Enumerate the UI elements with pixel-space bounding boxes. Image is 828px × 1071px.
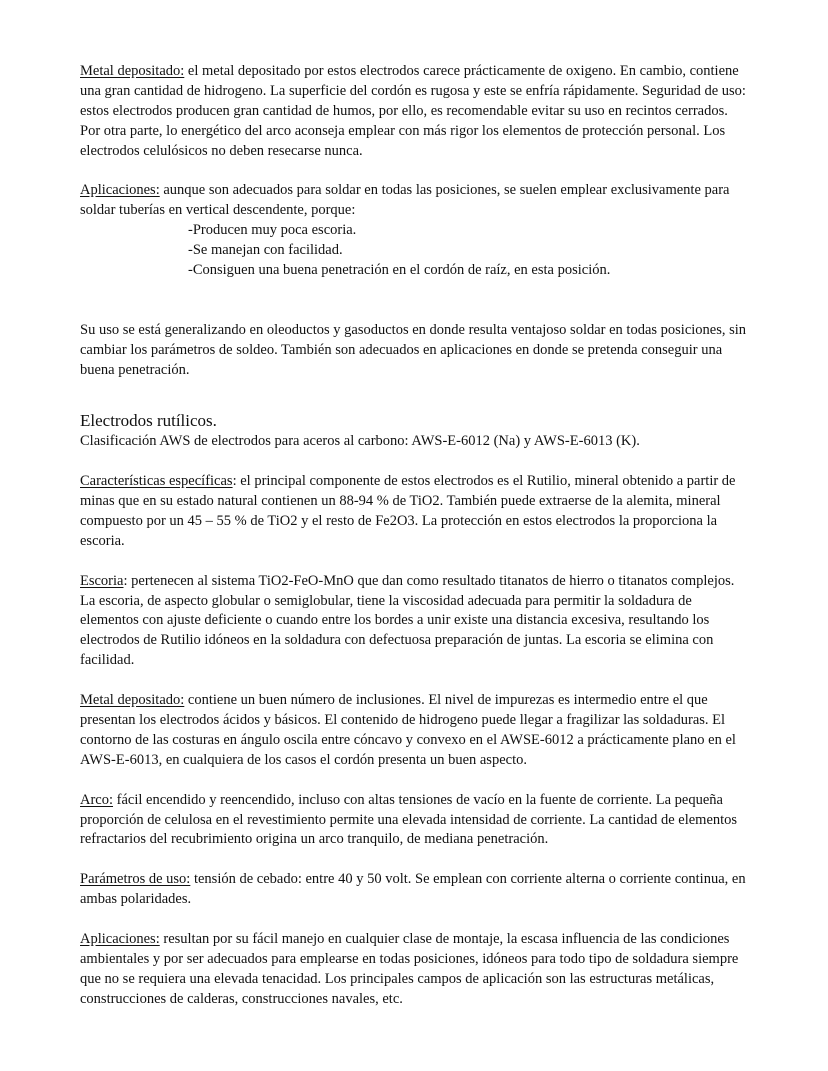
- paragraph-aplicaciones-1: [80, 181, 748, 221]
- paragraph-text: contiene un buen número de inclusiones. El nivel de impurezas es intermedio entre el que presentan los electrodos ácidos y básicos. El contenido de hidrogeno puede llegar a fragilizar las soldaduras. El contorno de las costuras en ángulo oscila entre cóncavo y convexo en el AWSE-6012 a prácticamente plano en el AWS-E-6013, en cualquiera de los casos el cordón presenta un buen aspecto.: [80, 692, 736, 768]
- term-label: Arco:: [80, 791, 114, 808]
- classification-line: Clasificación AWS de electrodos para aceros al carbono: AWS-E-6012 (Na) y AWS-E-6013 (K).: [80, 433, 640, 450]
- section-heading: Electrodos rutílicos.: [80, 411, 217, 431]
- paragraph-text: aunque son adecuados para soldar en todas las posiciones, se suelen emplear exclusivamente para soldar tuberías en vertical descendente, porque:: [80, 182, 730, 219]
- paragraph-text: tensión de cebado: entre 40 y 50 volt. Se emplean con corriente alterna o corriente continua, en ambas polaridades.: [80, 871, 746, 908]
- paragraph-text: fácil encendido y reencendido, incluso con altas tensiones de vacío en la fuente de corriente. La pequeña proporción de celulosa en el revestimiento permite una elevada intensidad de corriente. La cantidad de elementos refractarios del recubrimiento origina un arco tranquilo, de mediana penetración.: [80, 791, 738, 848]
- paragraph-aplicaciones-2: [80, 930, 748, 1010]
- paragraph-parametros: [80, 870, 748, 910]
- list-item: -Se manejan con facilidad.: [188, 242, 343, 259]
- term-label: Aplicaciones:: [80, 182, 160, 199]
- paragraph-text: resultan por su fácil manejo en cualquier clase de montaje, la escasa influencia de las condiciones ambientales y por ser adecuados para emplearse en todas posiciones, idóneos para todo tipo de soldadura siempre que no se requiera una elevada tenacidad. Los principales campos de aplicación son las estructuras metálicas, construcciones de calderas, construcciones navales, etc.: [80, 930, 739, 1007]
- paragraph-arco: [80, 791, 748, 851]
- term-label: Aplicaciones:: [80, 930, 160, 947]
- list-item: -Consiguen una buena penetración en el cordón de raíz, en esta posición.: [188, 262, 611, 279]
- reasons-list: [80, 221, 748, 281]
- term-label: Metal depositado:: [80, 692, 185, 709]
- term-label: Características específicas: [80, 473, 233, 490]
- paragraph-text: : pertenecen al sistema TiO2-FeO-MnO que dan como resultado titanatos de hierro o titanatos complejos. La escoria, de aspecto globular o semiglobular, tiene la viscosidad adecuada para permitir la soldadura de elementos con ajuste deficiente o cuando entre los bordes a unir existe una distancia excesiva, resultando los electrodos de Rutilio idóneos en la soldadura con defectuosa preparación de juntas. La escoria se elimina con facilidad.: [80, 572, 735, 669]
- document-page: [80, 62, 748, 1029]
- paragraph-text: : el principal componente de estos electrodos es el Rutilio, mineral obtenido a partir de minas que en su estado natural contienen un 88-94 % de TiO2. También puede extraerse de la alemita, mineral compuesto por un 45 – 55 % de TiO2 y el resto de Fe2O3. La protección en estos electrodos la proporciona la escoria.: [80, 473, 736, 549]
- term-label: Metal depositado:: [80, 63, 185, 79]
- paragraph-metal-depositado-1: [80, 62, 748, 162]
- term-label: Parámetros de uso:: [80, 871, 191, 888]
- paragraph-text: Su uso se está generalizando en oleoductos y gasoductos en donde resulta ventajoso soldar en todas posiciones, sin cambiar los parámetros de soldeo. También son adecuados en aplicaciones en donde se pretenda conseguir una buena penetración.: [80, 321, 747, 378]
- paragraph-text: el metal depositado por estos electrodos carece prácticamente de oxigeno. En cambio, contiene una gran cantidad de hidrogeno. La superficie del cordón es rugosa y este se enfría rápidamente. Seguridad de uso: estos electrodos producen gran cantidad de humos, por ello, es recomendable evitar su uso en recintos cerrados. Por otra parte, lo energético del arco aconseja emplear con más rigor los elementos de protección personal. Los electrodos celulósicos no deben resecarse nunca.: [80, 63, 746, 159]
- paragraph-caracteristicas: [80, 472, 748, 552]
- paragraph-metal-depositado-2: [80, 691, 748, 771]
- paragraph-uso: [80, 321, 748, 381]
- term-label: Escoria: [80, 572, 124, 589]
- list-item: -Producen muy poca escoria.: [188, 222, 357, 239]
- paragraph-escoria: [80, 572, 748, 672]
